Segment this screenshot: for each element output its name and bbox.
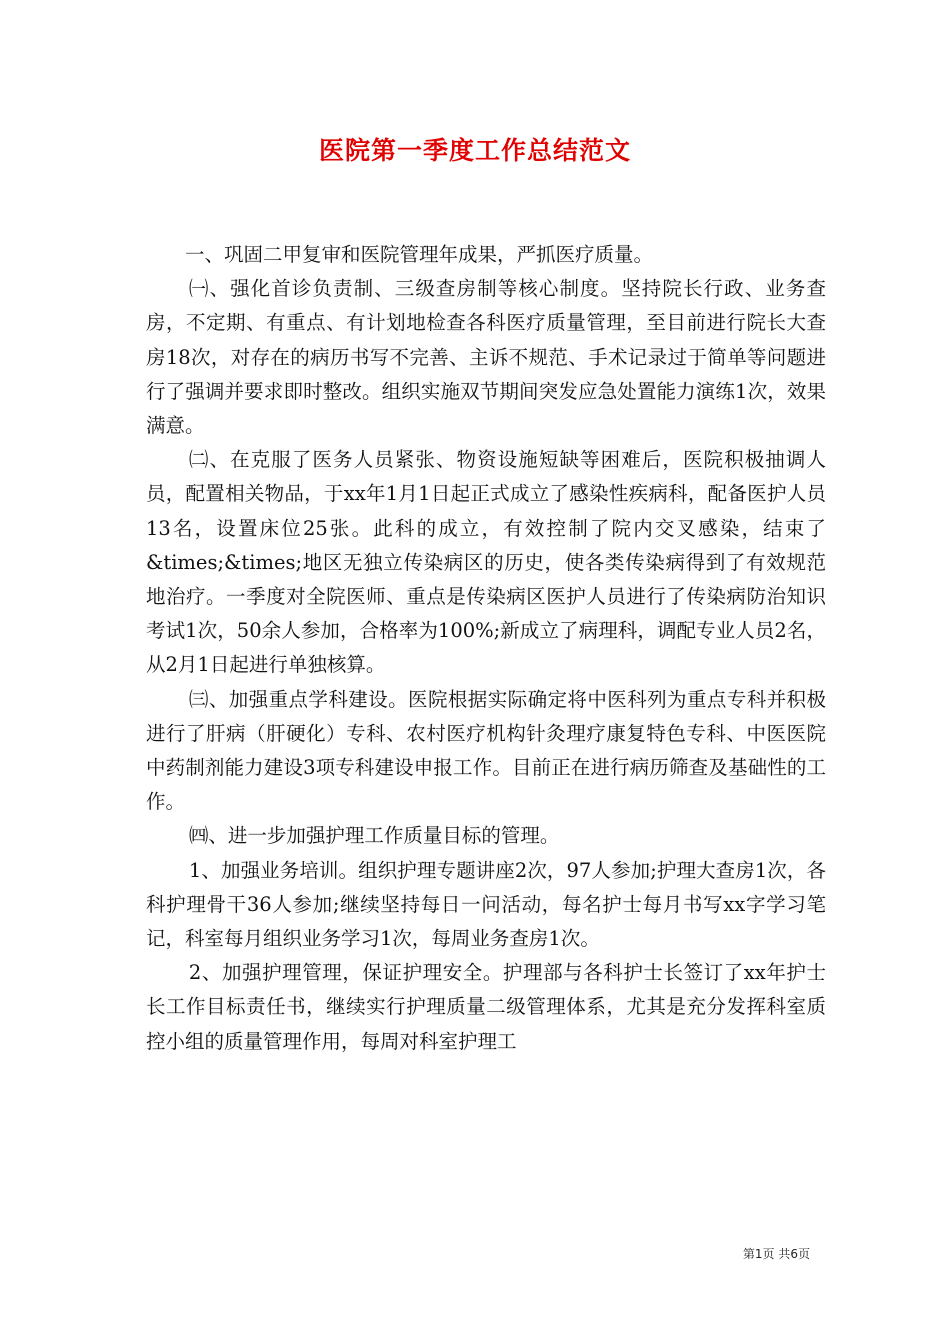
section-heading-1: 一、巩固二甲复审和医院管理年成果，严抓医疗质量。 bbox=[185, 243, 654, 266]
paragraph-core-systems: ㈠、强化首诊负责制、三级查房制等核心制度。坚持院长行政、业务查房，不定期、有重点、有计划地检查各科医疗质量管理，至目前进行院长大查房18次，对存在的病历书写不完善、主诉不规范、手术记录过于简单等问题进行了强调并要求即时整改。组织实施双节期间突发应急处置能力演练1次，效果满意。 bbox=[146, 277, 826, 438]
paragraph-nursing-management: 2、加强护理管理，保证护理安全。护理部与各科护士长签订了xx年护士长工作目标责任书，继续实行护理质量二级管理体系，尤其是充分发挥科室质控小组的质量管理作用，每周对科室护理工 bbox=[146, 961, 826, 1053]
page-number: 第1页 共6页 bbox=[742, 1247, 810, 1261]
document-title: 医院第一季度工作总结范文 bbox=[318, 136, 631, 165]
document-body bbox=[146, 238, 826, 1059]
paragraph-nursing-quality: ㈣、进一步加强护理工作质量目标的管理。 bbox=[188, 824, 560, 848]
paragraph-training: 1、加强业务培训。组织护理专题讲座2次，97人参加;护理大查房1次，各科护理骨干36人参加;继续坚持每日一问活动，每名护士每月书写xx字学习笔记，科室每月组织业务学习1次，每周业务查房1次。 bbox=[146, 858, 826, 951]
paragraph-infection-dept: ㈡、在克服了医务人员紧张、物资设施短缺等困难后，医院积极抽调人员，配置相关物品，于xx年1月1日起正式成立了感染性疾病科，配备医护人员13名，设置床位25张。此科的成立，有效控制了院内交叉感染，结束了&times;&times;地区无独立传染病区的历史，使各类传染病得到了有效规范地治疗。一季度对全院医师、重点是传染病区医护人员进行了传染病防治知识考试1次，50余人参加，合格率为100%;新成立了病理科，调配专业人员2名，从2月1日起进行单独核算。 bbox=[146, 448, 826, 677]
paragraph-key-disciplines: ㈢、加强重点学科建设。医院根据实际确定将中医科列为重点专科并积极进行了肝病（肝硬化）专科、农村医疗机构针灸理疗康复特色专科、中医医院中药制剂能力建设3项专科建设申报工作。目前正在进行病历筛查及基础性的工作。 bbox=[146, 687, 826, 814]
